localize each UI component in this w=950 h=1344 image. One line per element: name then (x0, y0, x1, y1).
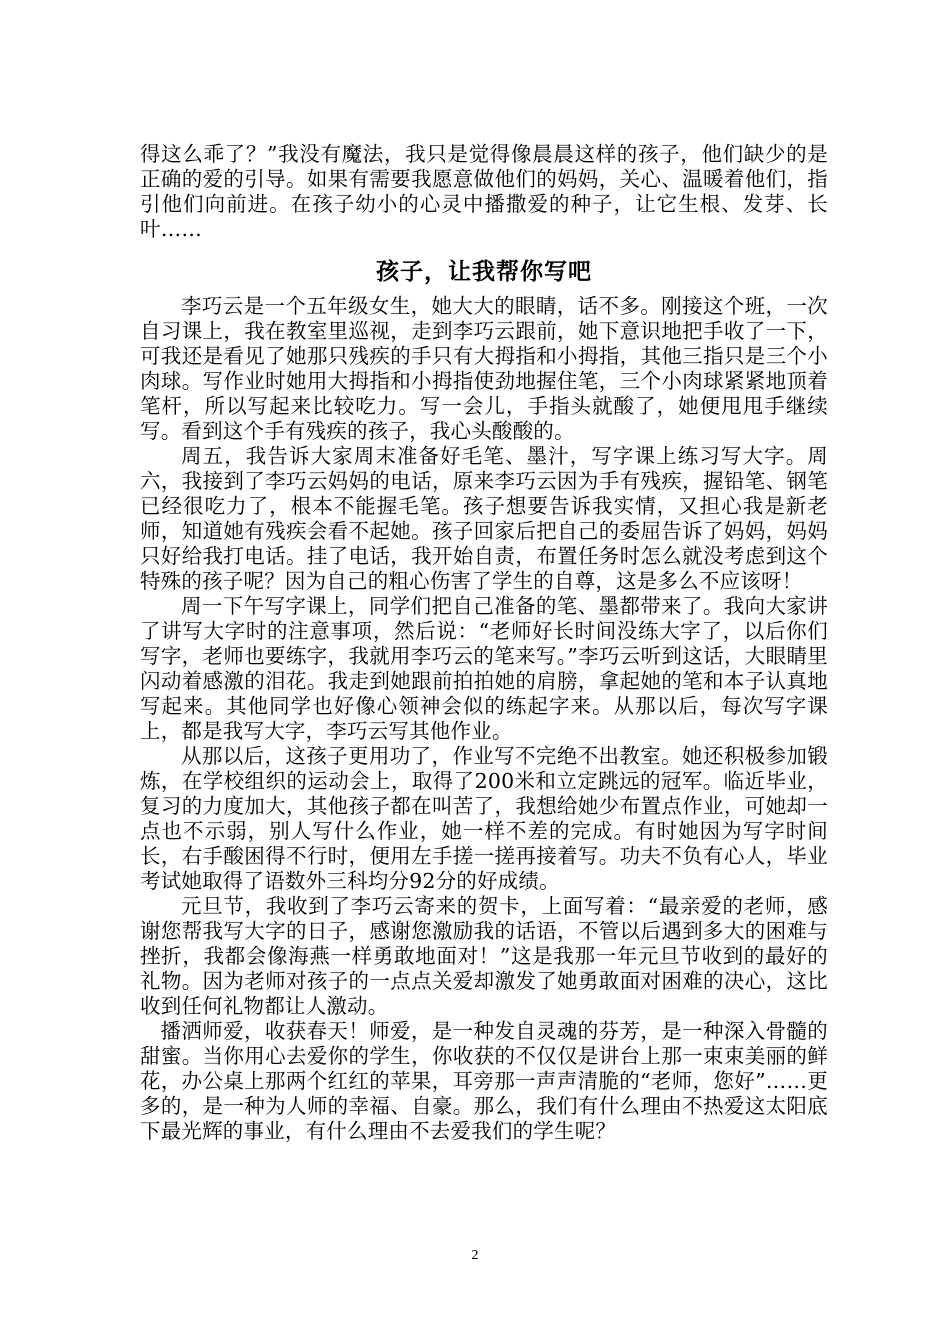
paragraph-conclusion: 播洒师爱，收获春天！师爱，是一种发自灵魂的芬芳，是一种深入骨髓的甜蜜。当你用心去爱你的学生，你收获的不仅仅是讲台上那一束束美丽的鲜花，办公桌上那两个红红的苹果，耳旁那一声声清脆的“老师，您好”……更多的，是一种为人师的幸福、自豪。那么，我们有什么理由不热爱这太阳底下最光辉的事业，有什么理由不去爱我们的学生呢？ (140, 1019, 828, 1143)
page-number: 2 (471, 1248, 479, 1263)
paragraph-monday: 周一下午写字课上，同学们把自己准备的笔、墨都带来了。我向大家讲了讲写大字时的注意事项，然后说：“老师好长时间没练大字了，以后你们写字，老师也要练字，我就用李巧云的笔来写。”李巧云听到这话，大眼睛里闪动着感激的泪花。我走到她跟前拍拍她的肩膀，拿起她的笔和本子认真地写起来。其他同学也好像心领神会似的练起字来。从那以后，每次写字课上，都是我写大字，李巧云写其他作业。 (140, 594, 828, 743)
paragraph-continuation: 得这么乖了？”我没有魔法，我只是觉得像晨晨这样的孩子，他们缺少的是正确的爱的引导。如果有需要我愿意做他们的妈妈，关心、温暖着他们，指引他们向前进。在孩子幼小的心灵中播撒爱的种子，让它生根、发芽、长叶…… (140, 142, 828, 241)
section-title: 孩子，让我帮你写吧 (376, 259, 592, 285)
paragraph-effort: 从那以后，这孩子更用功了，作业写不完绝不出教室。她还积极参加锻炼，在学校组织的运动会上，取得了200米和立定跳远的冠军。临近毕业，复习的力度加大，其他孩子都在叫苦了，我想给她少布置点作业，可她却一点也不示弱，别人写什么作业，她一样不差的完成。有时她因为写字时间长，右手酸困得不行时，便用左手搓一搓再接着写。功夫不负有心人，毕业考试她取得了语数外三科均分92分的好成绩。 (140, 744, 828, 893)
paragraph-intro: 李巧云是一个五年级女生，她大大的眼睛，话不多。刚接这个班，一次自习课上，我在教室里巡视，走到李巧云跟前，她下意识地把手收了一下，可我还是看见了她那只残疾的手只有大拇指和小拇指，其他三指只是三个小肉球。写作业时她用大拇指和小拇指使劲地握住笔，三个小肉球紧紧地顶着笔杆，所以写起来比较吃力。写一会儿，手指头就酸了，她便甩甩手继续写。看到这个手有残疾的孩子，我心头酸酸的。 (140, 294, 828, 443)
paragraph-new-year: 元旦节，我收到了李巧云寄来的贺卡，上面写着：“最亲爱的老师，感谢您帮我写大字的日子，感谢您激励我的话语，不管以后遇到多大的困难与挫折，我都会像海燕一样勇敢地面对！”这是我那一年元旦节收到的最好的礼物。因为老师对孩子的一点点关爱却激发了她勇敢面对困难的决心，这比收到任何礼物都让人激动。 (140, 894, 828, 1018)
paragraph-friday: 周五，我告诉大家周末准备好毛笔、墨汁，写字课上练习写大字。周六，我接到了李巧云妈妈的电话，原来李巧云因为手有残疾，握铅笔、钢笔已经很吃力了，根本不能握毛笔。孩子想要告诉我实情，又担心我是新老师，知道她有残疾会看不起她。孩子回家后把自己的委屈告诉了妈妈，妈妈只好给我打电话。挂了电话，我开始自责，布置任务时怎么就没考虑到这个特殊的孩子呢？因为自己的粗心伤害了学生的自尊，这是多么不应该呀！ (140, 444, 828, 593)
document-page (140, 142, 828, 1144)
